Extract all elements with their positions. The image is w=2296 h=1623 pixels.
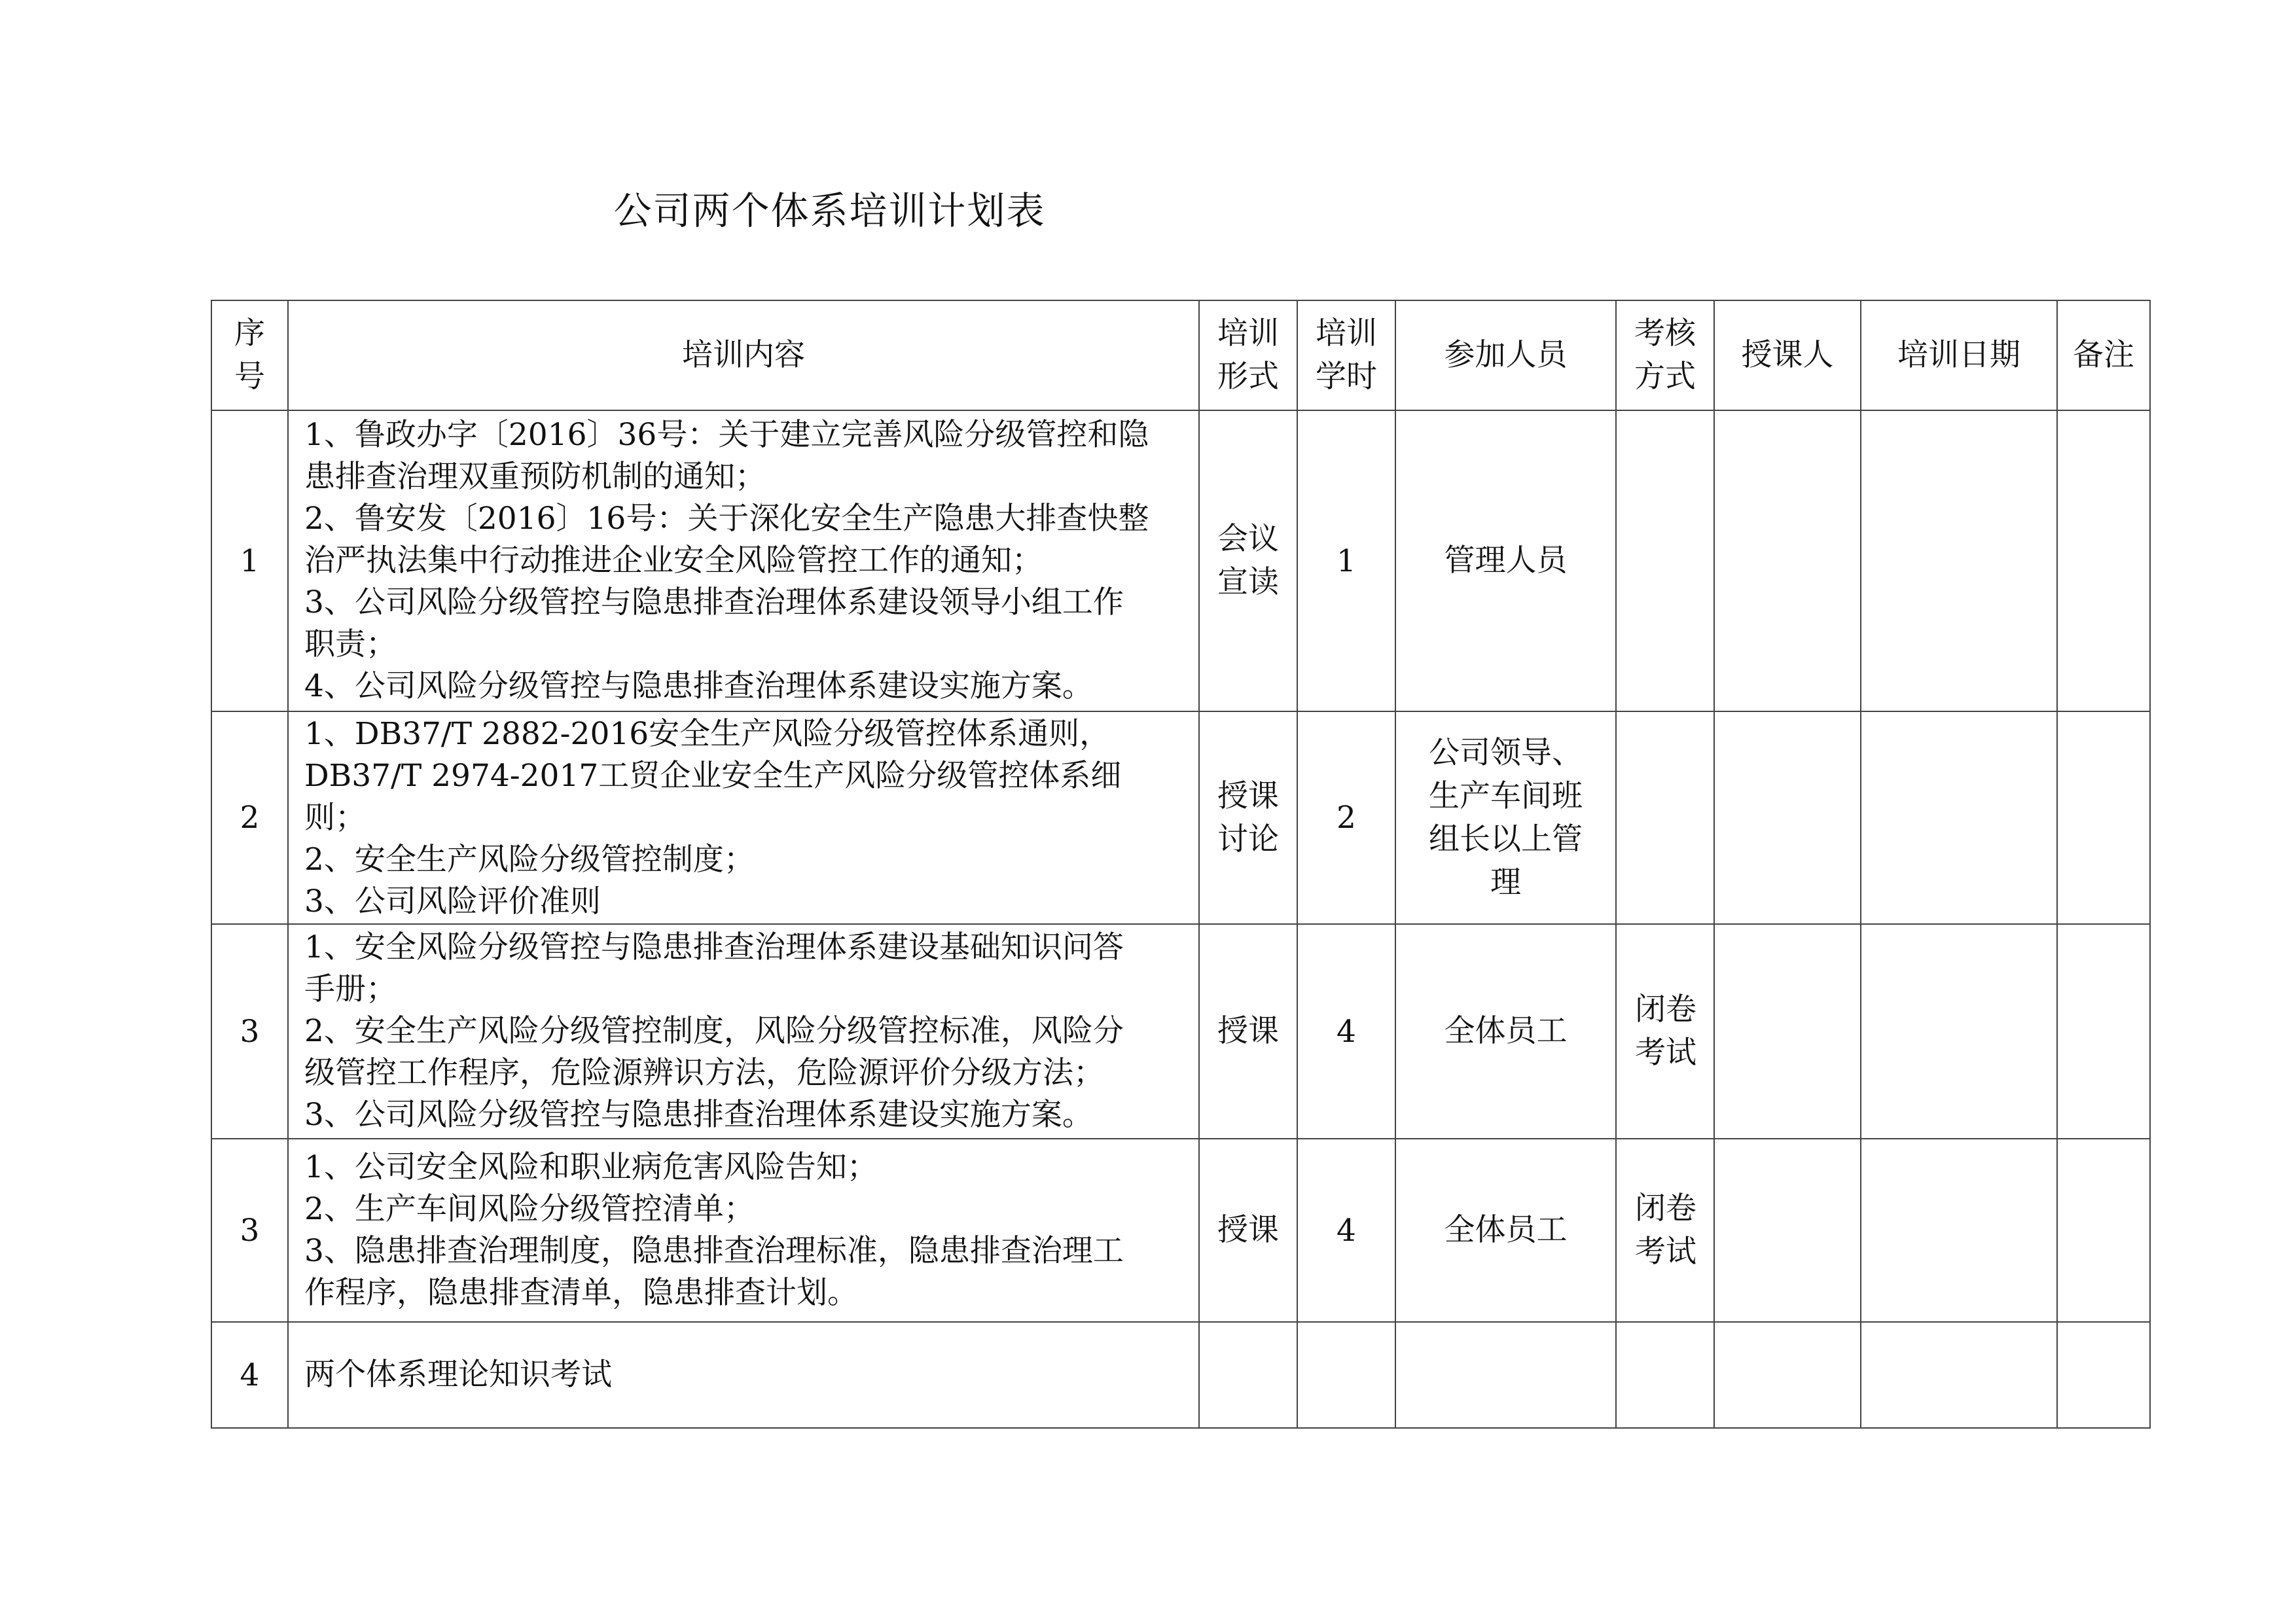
cell-assessment: 闭卷 考试 bbox=[1616, 1139, 1714, 1322]
table-row bbox=[211, 1139, 2150, 1322]
cell-remarks bbox=[2057, 1139, 2150, 1322]
cell-hours: 2 bbox=[1297, 711, 1395, 924]
header-row bbox=[211, 300, 2150, 410]
cell-lecturer bbox=[1714, 1139, 1861, 1322]
cell-seq: 2 bbox=[211, 711, 288, 924]
cell-remarks bbox=[2057, 1322, 2150, 1428]
table-row bbox=[211, 711, 2150, 924]
cell-date bbox=[1861, 1139, 2057, 1322]
cell-participants: 全体员工 bbox=[1395, 924, 1616, 1139]
cell-lecturer bbox=[1714, 711, 1861, 924]
cell-content: 1、公司安全风险和职业病危害风险告知； 2、生产车间风险分级管控清单； 3、隐患排查治理制度，隐患排查治理标准，隐患排查治理工 作程序，隐患排查清单，隐患排查计划。 bbox=[288, 1139, 1199, 1322]
cell-hours: 4 bbox=[1297, 924, 1395, 1139]
header-participants: 参加人员 bbox=[1395, 300, 1616, 410]
header-seq: 序 号 bbox=[211, 300, 288, 410]
cell-seq: 3 bbox=[211, 924, 288, 1139]
cell-participants bbox=[1395, 1322, 1616, 1428]
cell-hours bbox=[1297, 1322, 1395, 1428]
cell-seq: 4 bbox=[211, 1322, 288, 1428]
cell-seq: 3 bbox=[211, 1139, 288, 1322]
cell-participants: 公司领导、 生产车间班 组长以上管 理 bbox=[1395, 711, 1616, 924]
cell-content: 1、DB37/T 2882-2016安全生产风险分级管控体系通则， DB37/T 2974-2017工贸企业安全生产风险分级管控体系细 则； 2、安全生产风险分级管控制度； 3、公司风险评价准则 bbox=[288, 711, 1199, 924]
header-assessment: 考核 方式 bbox=[1616, 300, 1714, 410]
cell-form: 授课 讨论 bbox=[1199, 711, 1297, 924]
cell-lecturer bbox=[1714, 924, 1861, 1139]
cell-remarks bbox=[2057, 924, 2150, 1139]
training-plan-table bbox=[211, 300, 2151, 1429]
cell-lecturer bbox=[1714, 1322, 1861, 1428]
cell-form: 会议 宣读 bbox=[1199, 410, 1297, 711]
cell-hours: 4 bbox=[1297, 1139, 1395, 1322]
header-content: 培训内容 bbox=[288, 300, 1199, 410]
table-row bbox=[211, 410, 2150, 711]
cell-form bbox=[1199, 1322, 1297, 1428]
cell-assessment: 闭卷 考试 bbox=[1616, 924, 1714, 1139]
cell-content: 1、安全风险分级管控与隐患排查治理体系建设基础知识问答 手册； 2、安全生产风险分级管控制度，风险分级管控标准，风险分 级管控工作程序，危险源辨识方法，危险源评价分级方法； 3、公司风险分级管控与隐患排查治理体系建设实施方案。 bbox=[288, 924, 1199, 1139]
cell-date bbox=[1861, 410, 2057, 711]
cell-remarks bbox=[2057, 410, 2150, 711]
cell-remarks bbox=[2057, 711, 2150, 924]
cell-assessment bbox=[1616, 711, 1714, 924]
header-date: 培训日期 bbox=[1861, 300, 2057, 410]
cell-form: 授课 bbox=[1199, 1139, 1297, 1322]
cell-assessment bbox=[1616, 410, 1714, 711]
header-hours: 培训 学时 bbox=[1297, 300, 1395, 410]
cell-content: 1、鲁政办字〔2016〕36号：关于建立完善风险分级管控和隐 患排查治理双重预防机制的通知； 2、鲁安发〔2016〕16号：关于深化安全生产隐患大排查快整 治严执法集中行动推进企业安全风险管控工作的通知； 3、公司风险分级管控与隐患排查治理体系建设领导小组工作 职责； 4、公司风险分级管控与隐患排查治理体系建设实施方案。 bbox=[288, 410, 1199, 711]
cell-hours: 1 bbox=[1297, 410, 1395, 711]
cell-participants: 管理人员 bbox=[1395, 410, 1616, 711]
header-remarks: 备注 bbox=[2057, 300, 2150, 410]
header-lecturer: 授课人 bbox=[1714, 300, 1861, 410]
table-row bbox=[211, 1322, 2150, 1428]
cell-date bbox=[1861, 924, 2057, 1139]
table-row bbox=[211, 924, 2150, 1139]
cell-assessment bbox=[1616, 1322, 1714, 1428]
cell-seq: 1 bbox=[211, 410, 288, 711]
cell-participants: 全体员工 bbox=[1395, 1139, 1616, 1322]
document-title: 公司两个体系培训计划表 bbox=[613, 188, 1046, 233]
cell-date bbox=[1861, 1322, 2057, 1428]
cell-form: 授课 bbox=[1199, 924, 1297, 1139]
cell-date bbox=[1861, 711, 2057, 924]
cell-lecturer bbox=[1714, 410, 1861, 711]
cell-content: 两个体系理论知识考试 bbox=[288, 1322, 1199, 1428]
header-form: 培训 形式 bbox=[1199, 300, 1297, 410]
